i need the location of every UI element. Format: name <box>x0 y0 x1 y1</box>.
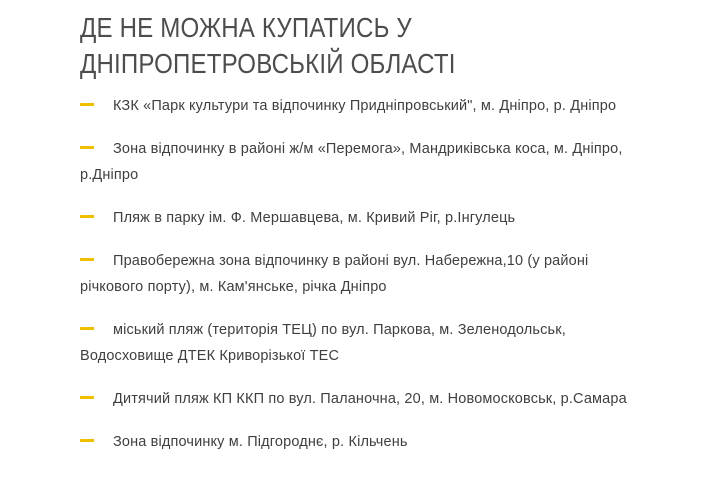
yellow-dash-icon <box>80 396 94 399</box>
article <box>80 0 680 450</box>
page-title: ДЕ НЕ МОЖНА КУПАТИСЬ У ДНІПРОПЕТРОВСЬКІЙ ОБЛАСТІ <box>80 12 456 79</box>
beach-list <box>80 93 640 472</box>
yellow-dash-icon <box>80 327 94 330</box>
list-item <box>80 386 640 412</box>
list-item <box>80 136 640 188</box>
yellow-dash-icon <box>80 215 94 218</box>
list-item <box>80 248 640 300</box>
list-item-text: Правобережна зона відпочинку в районі вул. Набережна,10 (у районі річкового порту), м. Кам'янське, річка Дніпро <box>80 253 589 295</box>
yellow-dash-icon <box>80 103 94 106</box>
yellow-dash-icon <box>80 146 94 149</box>
list-item <box>80 429 640 455</box>
list-item <box>80 205 640 231</box>
list-item <box>80 93 640 119</box>
list-item-text: Зона відпочинку в районі ж/м «Перемога», Мандриківська коса, м. Дніпро, р.Дніпро <box>80 141 623 183</box>
yellow-dash-icon <box>80 439 94 442</box>
list-item-text: Пляж в парку ім. Ф. Мершавцева, м. Кривий Ріг, р.Інгулець <box>113 210 516 226</box>
list-item-text: КЗК «Парк культури та відпочинку Придніпровський", м. Дніпро, р. Дніпро <box>113 98 617 114</box>
list-item-text: міський пляж (територія ТЕЦ) по вул. Паркова, м. Зеленодольськ, Водосховище ДТЕК Криворізької ТЕС <box>80 322 566 364</box>
list-item <box>80 317 640 369</box>
list-item-text: Зона відпочинку м. Підгороднє, р. Кільчень <box>113 434 408 450</box>
yellow-dash-icon <box>80 258 94 261</box>
list-item-text: Дитячий пляж КП ККП по вул. Паланочна, 20, м. Новомосковськ, р.Самара <box>113 391 627 407</box>
